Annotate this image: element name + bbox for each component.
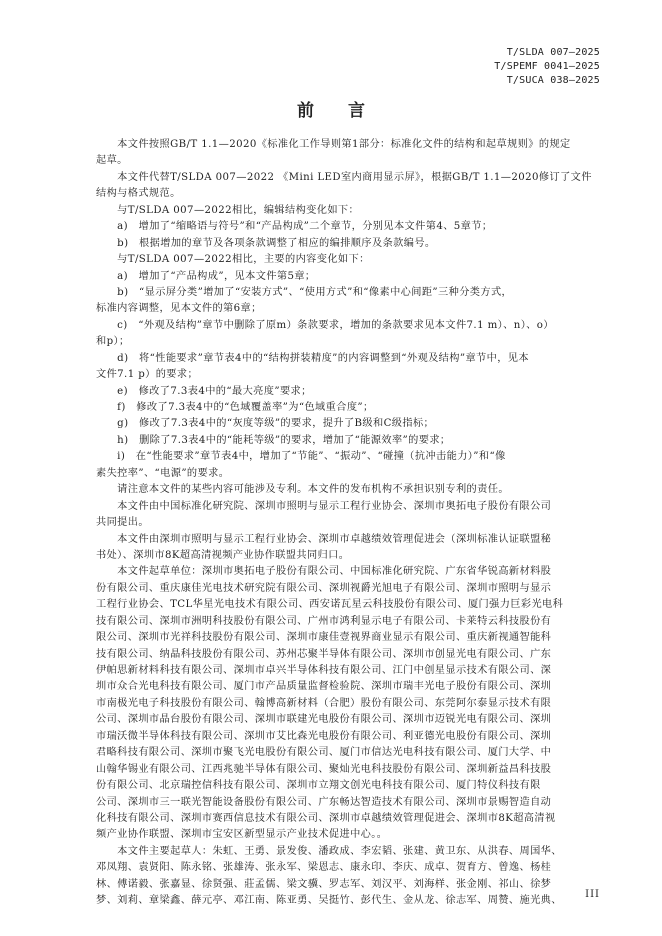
text-line: i) 在“性能要求”章节表4中，增加了“节能”、“振动”、“碰撞（抗冲击能力）”和“像 bbox=[96, 451, 506, 463]
text-line: 山翰华锡业有限公司、江西兆驰半导体有限公司、聚灿光电科技股份有限公司、深圳新益昌科技股 bbox=[96, 763, 552, 775]
text-line: 结构与格式规范。 bbox=[96, 188, 181, 200]
text-line: 公司、深圳市晶台股份有限公司、深圳市联建光电股份有限公司、深圳市迈锐光电有限公司、深圳 bbox=[96, 714, 552, 726]
text-line: 伊帕思新材料科技有限公司、深圳市卓兴半导体科技有限公司、江门中创星显示技术有限公司、深 bbox=[96, 665, 552, 676]
text-line: 林、傅诺毅、张嘉显、徐贤强、莊孟儒、梁文骥、罗志军、刘汉平、刘海样、张金刚、祁山、徐梦 bbox=[96, 878, 552, 890]
text-line: 频产业协作联盟、深圳市宝安区新型显示产业技术促进中心。。 bbox=[96, 829, 388, 841]
standard-code-suca: T/SUCA 038—2025 bbox=[506, 75, 600, 86]
text-line: 本文件主要起草人：朱虹、王勇、景发俊、潘政成、李宏韬、张建、黄卫东、从洪春、周国华、 bbox=[96, 845, 562, 857]
text-line: b) 根据增加的章节及各项条款调整了相应的编排顺序及条款编号。 bbox=[96, 237, 436, 249]
text-line: 限公司、深圳市光祥科技股份有限公司、深圳市康佳壹视界商业显示有限公司、重庆新视通智能科 bbox=[96, 632, 552, 644]
text-line: 圳市众合光电科技有限公司、厦门市产品质量监督检验院、深圳市瑞丰光电子股份有限公司、深圳 bbox=[96, 681, 552, 693]
text-line: 本文件按照GB/T 1.1—2020《标准化工作导则第1部分：标准化文件的结构和起草规则》的规定 bbox=[96, 139, 571, 150]
standard-code-spemf: T/SPEMF 0041—2025 bbox=[494, 61, 600, 72]
text-line: a) 增加了“缩略语与符号”和“产品构成”二个章节，分别见本文件第4、5章节； bbox=[96, 221, 493, 233]
text-line: 邓凤翔、袁贤阳、陈永铭、张雄涛、张永军、梁恩志、康永印、李庆、成卓、贺育方、曾逸、杨桂 bbox=[96, 862, 552, 874]
text-line: d) 将“性能要求”章节表4中的“结构拼装精度”的内容调整到“外观及结构”章节中，见本 bbox=[96, 352, 529, 364]
text-line: 化科技有限公司、深圳市赛西信息技术有限公司、深圳市卓越绩效管理促进会、深圳市8K超高清视 bbox=[96, 812, 556, 824]
text-line: a) 增加了“产品构成”，见本文件第5章； bbox=[96, 270, 316, 282]
text-line: 市瑞沃微半导体科技有限公司、深圳市艾比森光电股份有限公司、利亚德光电股份有限公司、深圳 bbox=[96, 730, 552, 742]
text-line: 市南极光电子科技股份有限公司、翰博高新材料（合肥）股份有限公司、东莞阿尔泰显示技术有限 bbox=[96, 697, 552, 709]
text-line: 与T/SLDA 007—2022相比，编辑结构变化如下： bbox=[96, 204, 360, 216]
text-line: 技有限公司、深圳市洲明科技股份有限公司、广州市鸿利显示电子有限公司、卡莱特云科技股份有 bbox=[96, 615, 552, 627]
standard-code-slda: T/SLDA 007—2025 bbox=[506, 47, 600, 58]
standard-codes bbox=[494, 46, 600, 88]
text-line: 书处）、深圳市8K超高清视频产业协作联盟共同归口。 bbox=[96, 549, 350, 561]
text-line: 和p）； bbox=[96, 336, 130, 348]
text-line: f) 修改了7.3表4中的“色域覆盖率”为“色域重合度”； bbox=[96, 402, 374, 413]
foreword-body bbox=[96, 137, 600, 910]
text-line: c) “外观及结构”章节中删除了原m）条款要求，增加的条款要求见本文件7.1 m）、n）、o） bbox=[96, 319, 554, 331]
text-line: 请注意本文件的某些内容可能涉及专利。本文件的发布机构不承担识别专利的责任。 bbox=[96, 484, 509, 496]
text-line: b) “显示屏分类”增加了“安装方式”、“使用方式”和“像素中心间距”三种分类方式， bbox=[96, 286, 513, 298]
text-line: g) 修改了7.3表4中的“灰度等级”的要求，提升了B级和C级指标； bbox=[96, 418, 435, 430]
text-line: 起草。 bbox=[96, 155, 128, 167]
page-title: 前 言 bbox=[297, 101, 379, 121]
text-line: 本文件起草单位：深圳市奥拓电子股份有限公司、中国标准化研究院、广东省华锐高新材料股 bbox=[96, 566, 552, 578]
text-line: h) 删除了7.3表4中的“能耗等级”的要求，增加了“能源效率”的要求； bbox=[96, 434, 451, 446]
text-line: 本文件由深圳市照明与显示工程行业协会、深圳市卓越绩效管理促进会（深圳标准认证联盟秘 bbox=[96, 533, 552, 545]
text-line: 技有限公司、纳晶科技股份有限公司、苏州芯聚半导体有限公司、深圳市创显光电有限公司、广东 bbox=[96, 648, 552, 660]
text-line: 与T/SLDA 007—2022相比，主要的内容变化如下： bbox=[96, 254, 370, 266]
page-number: III bbox=[585, 889, 600, 900]
text-line: 梦、刘莉、章梁鑫、薛元亭、邓江南、陈亚勇、吴挺竹、彭代生、金从龙、徐志军、周赞、施光典、 bbox=[96, 895, 562, 907]
text-line: 文件7.1 p）的要求； bbox=[96, 369, 199, 381]
text-line: 公司、深圳市三一联光智能设备股份有限公司、广东畅达智造技术有限公司、深圳市景赐智造自动 bbox=[96, 796, 552, 808]
text-line: 份有限公司、重庆康佳光电技术研究院有限公司、深圳视爵光旭电子有限公司、深圳市照明与显示 bbox=[96, 582, 552, 594]
text-line: 素失控率”、“电源”的要求。 bbox=[96, 467, 230, 479]
text-line: 君略科技有限公司、深圳市聚飞光电股份有限公司、厦门市信达光电科技有限公司、厦门大学、中 bbox=[96, 747, 552, 759]
text-line: 标准内容调整，见本文件的第6章； bbox=[96, 303, 262, 315]
text-line: 本文件代替T/SLDA 007—2022 《Mini LED室内商用显示屏》，根据GB/T 1.1—2020修订了文件 bbox=[96, 171, 592, 183]
text-line: 份有限公司、北京瑞控信科技有限公司、深圳市立翔文创光电科技有限公司、厦门特仪科技有限 bbox=[96, 780, 541, 792]
text-line: 共同提出。 bbox=[96, 517, 149, 529]
text-line: 本文件由中国标准化研究院、深圳市照明与显示工程行业协会、深圳市奥拓电子股份有限公司 bbox=[96, 500, 552, 512]
text-line: 工程行业协会、TCL华星光电技术有限公司、西安诺瓦星云科技股份有限公司、厦门强力巨彩光电科 bbox=[96, 599, 564, 611]
text-line: e) 修改了7.3表4中的“最大亮度”要求； bbox=[96, 385, 312, 397]
